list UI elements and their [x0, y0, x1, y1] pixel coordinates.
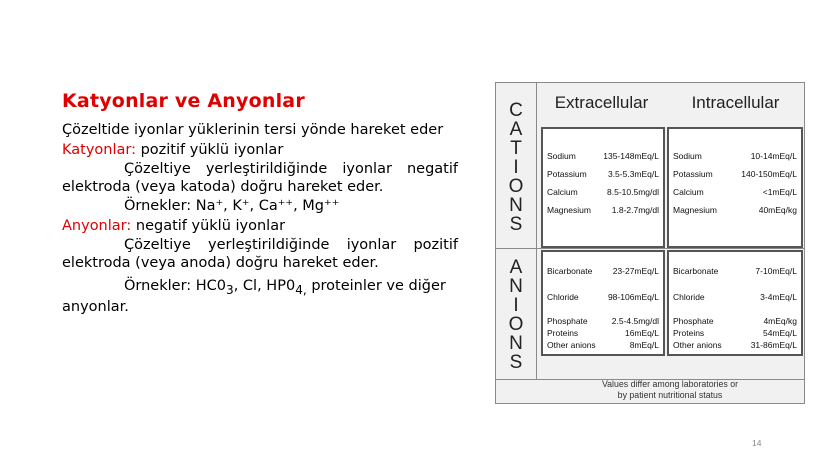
table-row	[547, 316, 659, 326]
electrolyte-value: 23-27mEq/L	[612, 266, 659, 276]
vertical-letter: A	[509, 257, 523, 278]
electrolyte-name: Other anions	[673, 340, 722, 350]
electrolyte-value: 10-14mEq/L	[750, 151, 797, 161]
table-row	[673, 266, 797, 276]
electrolyte-value: 3.5-5.3mEq/L	[607, 169, 659, 179]
electrolyte-name: Bicarbonate	[547, 266, 593, 276]
table-row	[673, 328, 797, 338]
anions-examples	[62, 278, 458, 317]
horizontal-divider	[496, 248, 804, 249]
vertical-letter: I	[513, 156, 519, 178]
table-row	[673, 292, 797, 302]
electrolyte-name: Calcium	[673, 187, 704, 197]
intro-text: Çözeltide iyonlar yüklerinin tersi yönde hareket eder	[62, 122, 444, 138]
electrolyte-name: Chloride	[547, 292, 579, 302]
electrolyte-name: Proteins	[673, 328, 705, 338]
vertical-letter: S	[509, 352, 523, 373]
electrolyte-name: Potassium	[547, 169, 587, 179]
cations-vertical-label	[496, 89, 536, 245]
table-row	[547, 169, 659, 179]
electrolyte-name: Phosphate	[673, 316, 714, 326]
cations-extracellular-cell	[541, 127, 665, 248]
footnote-line-1: Values differ among laboratories or	[601, 379, 739, 389]
table-row	[547, 205, 659, 215]
table-row	[547, 151, 659, 161]
vertical-letter: T	[510, 137, 522, 159]
vertical-letter: C	[509, 99, 523, 121]
electrolyte-value: 16mEq/L	[624, 328, 659, 338]
table-row	[547, 292, 659, 302]
anions-def: negatif yüklü iyonlar	[135, 217, 286, 234]
table-row	[673, 340, 797, 350]
cations-def: pozitif yüklü iyonlar	[140, 141, 284, 158]
vertical-letter: N	[509, 276, 523, 297]
electrolyte-name: Magnesium	[673, 205, 717, 215]
electrolyte-name: Sodium	[547, 151, 576, 161]
slide-title: Katyonlar ve Anyonlar	[62, 90, 305, 112]
table-row	[673, 205, 797, 215]
electrolyte-name: Calcium	[547, 187, 578, 197]
table-row	[547, 187, 659, 197]
anions-examples-prefix: Örnekler: HC0	[124, 278, 227, 294]
table-row	[673, 187, 797, 197]
electrolyte-name: Phosphate	[547, 316, 588, 326]
header-intracellular: Intracellular	[691, 93, 780, 112]
page-number: 14	[752, 438, 762, 448]
slide-body	[62, 122, 458, 317]
table-row	[673, 169, 797, 179]
anions-vertical-label	[496, 255, 536, 375]
electrolyte-name: Chloride	[673, 292, 705, 302]
electrolyte-value: 8.5-10.5mg/dl	[607, 187, 659, 197]
electrolyte-value: 1.8-2.7mg/dl	[611, 205, 659, 215]
electrolyte-value: 3-4mEq/L	[760, 292, 797, 302]
table-row	[547, 340, 659, 350]
table-row	[547, 328, 659, 338]
anions-extracellular-cell	[541, 250, 665, 356]
cations-definition	[62, 142, 458, 160]
table-footnote	[536, 379, 804, 401]
anions-description: Çözeltiye yerleştirildiğinde iyonlar pozitif elektroda (veya anoda) doğru hareket eder.	[62, 237, 458, 271]
electrolyte-value: 7-10mEq/L	[755, 266, 797, 276]
vertical-letter: I	[513, 295, 519, 316]
cations-label: Katyonlar:	[62, 141, 136, 158]
vertical-divider	[536, 83, 537, 379]
vertical-letter: S	[509, 213, 523, 235]
table-row	[673, 316, 797, 326]
electrolyte-value: 54mEq/L	[762, 328, 797, 338]
electrolyte-value: <1mEq/L	[762, 187, 797, 197]
header-extracellular: Extracellular	[554, 93, 649, 112]
electrolyte-value: 4mEq/kg	[763, 316, 797, 326]
vertical-letter: A	[509, 118, 523, 140]
cations-examples: Örnekler: Na⁺, K⁺, Ca⁺⁺, Mg⁺⁺	[124, 198, 340, 214]
footnote-line-2: by patient nutritional status	[617, 390, 723, 400]
cations-description: Çözeltiye yerleştirildiğinde iyonlar negatif elektroda (veya katoda) doğru hareket eder.	[62, 161, 458, 195]
vertical-letter: N	[509, 194, 523, 216]
electrolyte-name: Sodium	[673, 151, 702, 161]
anions-examples-suffix: proteinler ve diğer anyonlar.	[62, 278, 446, 316]
electrolyte-table	[495, 82, 805, 404]
anions-intracellular-cell	[667, 250, 803, 356]
subscript-4: 4,	[295, 282, 307, 297]
electrolyte-value: 140-150mEq/L	[741, 169, 797, 179]
vertical-letter: O	[508, 175, 524, 197]
electrolyte-name: Other anions	[547, 340, 596, 350]
subscript-3: 3	[226, 282, 234, 297]
electrolyte-value: 135-148mEq/L	[603, 151, 659, 161]
anions-examples-mid: , Cl, HP0	[233, 278, 296, 294]
electrolyte-value: 31-86mEq/L	[750, 340, 797, 350]
vertical-letter: N	[509, 333, 523, 354]
electrolyte-name: Potassium	[673, 169, 713, 179]
electrolyte-name: Bicarbonate	[673, 266, 719, 276]
anions-label: Anyonlar:	[62, 217, 132, 234]
cations-intracellular-cell	[667, 127, 803, 248]
electrolyte-value: 40mEq/kg	[758, 205, 797, 215]
table-row	[673, 151, 797, 161]
electrolyte-value: 8mEq/L	[629, 340, 659, 350]
electrolyte-value: 98-106mEq/L	[607, 292, 659, 302]
electrolyte-name: Proteins	[547, 328, 579, 338]
vertical-letter: O	[508, 314, 524, 335]
table-row	[547, 266, 659, 276]
electrolyte-name: Magnesium	[547, 205, 591, 215]
anions-definition	[62, 218, 458, 236]
electrolyte-value: 2.5-4.5mg/dl	[611, 316, 659, 326]
